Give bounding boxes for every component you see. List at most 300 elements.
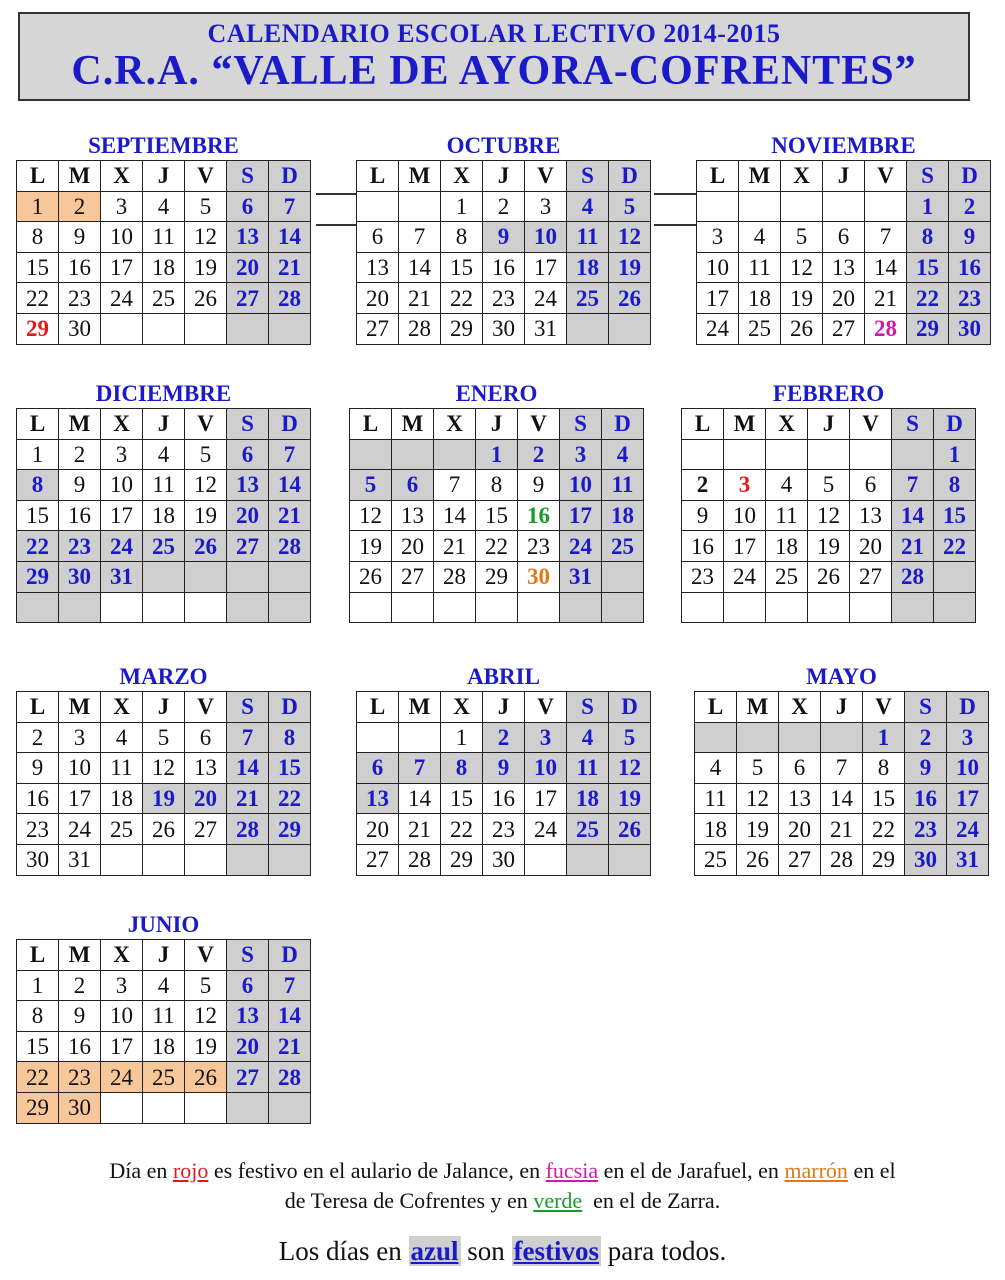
empty-cell	[357, 722, 399, 753]
legend-text: para todos.	[601, 1236, 727, 1266]
legend-festivos: festivos	[513, 1236, 600, 1266]
day-cell: 11	[739, 252, 781, 283]
day-cell: 7	[269, 191, 311, 222]
day-cell: 23	[518, 531, 560, 562]
month-title: ENERO	[455, 381, 538, 406]
weekday-header: X	[766, 409, 808, 440]
day-cell: 13	[823, 252, 865, 283]
day-cell: 19	[143, 783, 185, 814]
week-row	[17, 470, 311, 501]
month-title: JUNIO	[127, 912, 200, 937]
empty-cell	[143, 592, 185, 623]
day-cell: 10	[101, 222, 143, 253]
day-cell: 16	[59, 500, 101, 531]
legend-marron: marrón	[784, 1158, 848, 1183]
day-cell: 23	[483, 814, 525, 845]
day-cell: 30	[518, 561, 560, 592]
day-cell: 13	[357, 252, 399, 283]
weekday-header: S	[905, 692, 947, 723]
day-cell: 26	[737, 844, 779, 875]
week-row	[357, 753, 651, 784]
day-cell: 1	[17, 970, 59, 1001]
day-cell: 31	[525, 313, 567, 344]
empty-cell	[227, 844, 269, 875]
day-cell: 11	[567, 222, 609, 253]
week-row	[695, 753, 989, 784]
empty-cell	[724, 439, 766, 470]
legend-text: es festivo en el aulario de Jalance, en	[208, 1158, 546, 1183]
weekday-header: L	[17, 161, 59, 192]
day-cell: 30	[17, 844, 59, 875]
empty-cell	[779, 722, 821, 753]
calendar-header	[18, 12, 970, 101]
weekday-header: D	[269, 692, 311, 723]
day-cell: 27	[392, 561, 434, 592]
day-cell: 11	[766, 500, 808, 531]
legend-general-holidays	[0, 1236, 1005, 1267]
day-cell: 5	[737, 753, 779, 784]
day-cell: 14	[434, 500, 476, 531]
day-cell: 25	[567, 814, 609, 845]
day-cell: 22	[17, 531, 59, 562]
weekday-header: V	[185, 692, 227, 723]
day-cell: 24	[697, 313, 739, 344]
empty-cell	[821, 722, 863, 753]
day-cell: 27	[779, 844, 821, 875]
day-cell: 17	[947, 783, 989, 814]
empty-cell	[682, 592, 724, 623]
day-cell: 27	[227, 531, 269, 562]
empty-cell	[434, 439, 476, 470]
day-cell: 9	[905, 753, 947, 784]
day-cell: 16	[949, 252, 991, 283]
empty-cell	[350, 592, 392, 623]
day-cell: 2	[59, 970, 101, 1001]
weekday-header: X	[101, 161, 143, 192]
day-cell: 2	[59, 191, 101, 222]
day-cell: 26	[609, 814, 651, 845]
empty-cell	[695, 722, 737, 753]
day-cell: 3	[525, 722, 567, 753]
day-cell: 28	[892, 561, 934, 592]
day-cell: 25	[143, 531, 185, 562]
day-cell: 6	[227, 439, 269, 470]
day-cell: 17	[525, 252, 567, 283]
empty-cell	[682, 439, 724, 470]
day-cell: 25	[101, 814, 143, 845]
day-cell: 15	[863, 783, 905, 814]
empty-cell	[143, 1092, 185, 1123]
week-row	[682, 439, 976, 470]
day-cell: 6	[850, 470, 892, 501]
day-cell: 13	[227, 470, 269, 501]
day-cell: 1	[476, 439, 518, 470]
day-cell: 15	[269, 753, 311, 784]
month-diciembre	[16, 380, 311, 623]
day-cell: 11	[567, 753, 609, 784]
day-cell: 25	[739, 313, 781, 344]
day-cell: 8	[17, 470, 59, 501]
connector-line	[654, 224, 696, 226]
empty-cell	[766, 439, 808, 470]
day-cell: 29	[17, 561, 59, 592]
empty-cell	[227, 313, 269, 344]
day-cell: 31	[947, 844, 989, 875]
empty-cell	[567, 844, 609, 875]
day-cell: 14	[892, 500, 934, 531]
day-cell: 21	[892, 531, 934, 562]
month-title: ABRIL	[467, 664, 540, 689]
day-cell: 24	[101, 283, 143, 314]
day-cell: 16	[483, 252, 525, 283]
day-cell: 4	[567, 722, 609, 753]
week-row	[17, 1001, 311, 1032]
day-cell: 16	[17, 783, 59, 814]
weekday-header: M	[59, 940, 101, 971]
week-row	[17, 970, 311, 1001]
empty-cell	[808, 592, 850, 623]
empty-cell	[269, 592, 311, 623]
month-septiembre	[16, 132, 311, 345]
day-cell: 29	[907, 313, 949, 344]
day-cell: 9	[483, 753, 525, 784]
day-cell: 3	[101, 439, 143, 470]
day-cell: 20	[823, 283, 865, 314]
empty-cell	[185, 592, 227, 623]
empty-cell	[399, 722, 441, 753]
day-cell: 20	[357, 283, 399, 314]
day-cell: 20	[850, 531, 892, 562]
day-cell: 5	[609, 191, 651, 222]
day-cell: 1	[441, 191, 483, 222]
legend-fucsia: fucsia	[545, 1158, 599, 1183]
day-cell: 22	[934, 531, 976, 562]
empty-cell	[59, 592, 101, 623]
day-cell: 3	[724, 470, 766, 501]
empty-cell	[269, 844, 311, 875]
empty-cell	[434, 592, 476, 623]
day-cell: 21	[399, 283, 441, 314]
day-cell: 2	[682, 470, 724, 501]
day-cell: 5	[609, 722, 651, 753]
day-cell: 26	[781, 313, 823, 344]
day-cell: 3	[560, 439, 602, 470]
weekday-header: J	[476, 409, 518, 440]
day-cell: 26	[143, 814, 185, 845]
weekday-header: L	[17, 692, 59, 723]
week-row	[697, 252, 991, 283]
week-row	[17, 313, 311, 344]
day-cell: 29	[441, 844, 483, 875]
day-cell: 6	[227, 970, 269, 1001]
weekday-header: L	[357, 692, 399, 723]
day-cell: 7	[821, 753, 863, 784]
empty-cell	[185, 844, 227, 875]
day-cell: 9	[59, 222, 101, 253]
day-cell: 27	[185, 814, 227, 845]
day-cell: 30	[59, 1092, 101, 1123]
day-cell: 13	[227, 1001, 269, 1032]
day-cell: 18	[567, 252, 609, 283]
empty-cell	[609, 844, 651, 875]
day-cell: 23	[59, 531, 101, 562]
weekday-header: V	[865, 161, 907, 192]
school-name: C.R.A. “VALLE DE AYORA-COFRENTES”	[71, 48, 917, 94]
weekday-header: D	[269, 161, 311, 192]
legend-text: en el de Jarafuel, en	[598, 1158, 785, 1183]
day-cell: 15	[476, 500, 518, 531]
weekday-header: J	[143, 692, 185, 723]
legend-text: en el	[847, 1158, 896, 1183]
week-row	[695, 722, 989, 753]
day-cell: 14	[865, 252, 907, 283]
day-cell: 8	[476, 470, 518, 501]
day-cell: 12	[185, 1001, 227, 1032]
day-cell: 8	[863, 753, 905, 784]
week-row	[17, 1092, 311, 1123]
day-cell: 26	[808, 561, 850, 592]
weekday-header: S	[560, 409, 602, 440]
day-cell: 19	[609, 783, 651, 814]
day-cell: 15	[17, 1031, 59, 1062]
day-cell: 20	[227, 1031, 269, 1062]
legend-text: en el de Zarra.	[582, 1188, 721, 1213]
day-cell: 5	[185, 970, 227, 1001]
empty-cell	[357, 191, 399, 222]
empty-cell	[399, 191, 441, 222]
day-cell: 28	[821, 844, 863, 875]
day-cell: 27	[823, 313, 865, 344]
day-cell: 31	[101, 561, 143, 592]
day-cell: 25	[695, 844, 737, 875]
weekday-header: V	[185, 409, 227, 440]
day-cell: 30	[59, 313, 101, 344]
weekday-header: X	[781, 161, 823, 192]
day-cell: 25	[766, 561, 808, 592]
day-cell: 12	[350, 500, 392, 531]
day-cell: 1	[934, 439, 976, 470]
empty-cell	[185, 1092, 227, 1123]
day-cell: 28	[399, 313, 441, 344]
day-cell: 22	[907, 283, 949, 314]
day-cell: 12	[737, 783, 779, 814]
weekday-header: V	[525, 692, 567, 723]
day-cell: 18	[766, 531, 808, 562]
day-cell: 18	[143, 500, 185, 531]
weekday-header: J	[143, 940, 185, 971]
day-cell: 12	[143, 753, 185, 784]
day-cell: 27	[227, 1062, 269, 1093]
day-cell: 26	[185, 283, 227, 314]
empty-cell	[101, 844, 143, 875]
week-row	[697, 283, 991, 314]
weekday-header: J	[823, 161, 865, 192]
weekday-header: M	[737, 692, 779, 723]
day-cell: 9	[59, 1001, 101, 1032]
week-row	[350, 439, 644, 470]
week-row	[695, 844, 989, 875]
day-cell: 19	[781, 283, 823, 314]
day-cell: 21	[821, 814, 863, 845]
legend-local-holidays	[0, 1156, 1005, 1216]
week-row	[695, 783, 989, 814]
month-octubre	[356, 132, 651, 345]
day-cell: 26	[185, 531, 227, 562]
day-cell: 7	[269, 439, 311, 470]
day-cell: 18	[143, 1031, 185, 1062]
day-cell: 17	[59, 783, 101, 814]
weekday-header: J	[143, 161, 185, 192]
week-row	[357, 252, 651, 283]
day-cell: 22	[476, 531, 518, 562]
month-marzo	[16, 663, 311, 876]
day-cell: 23	[483, 283, 525, 314]
day-cell: 24	[101, 1062, 143, 1093]
weekday-header: M	[59, 409, 101, 440]
day-cell: 20	[227, 252, 269, 283]
month-title: OCTUBRE	[446, 133, 561, 158]
day-cell: 30	[483, 313, 525, 344]
week-row	[17, 1062, 311, 1093]
weekday-header: J	[143, 409, 185, 440]
day-cell: 19	[185, 252, 227, 283]
day-cell: 24	[724, 561, 766, 592]
week-row	[17, 531, 311, 562]
month-noviembre	[696, 132, 991, 345]
weekday-header: D	[269, 409, 311, 440]
weekday-header: S	[227, 409, 269, 440]
day-cell: 10	[724, 500, 766, 531]
month-junio	[16, 911, 311, 1124]
day-cell: 27	[850, 561, 892, 592]
weekday-header: M	[739, 161, 781, 192]
weekday-header: X	[101, 692, 143, 723]
weekday-header: J	[483, 692, 525, 723]
day-cell: 12	[609, 753, 651, 784]
day-cell: 4	[739, 222, 781, 253]
day-cell: 13	[850, 500, 892, 531]
day-cell: 19	[350, 531, 392, 562]
day-cell: 20	[227, 500, 269, 531]
week-row	[17, 783, 311, 814]
day-cell: 13	[227, 222, 269, 253]
empty-cell	[697, 191, 739, 222]
day-cell: 21	[227, 783, 269, 814]
day-cell: 14	[269, 222, 311, 253]
day-cell: 9	[59, 470, 101, 501]
month-mayo	[694, 663, 989, 876]
day-cell: 15	[441, 783, 483, 814]
day-cell: 30	[905, 844, 947, 875]
day-cell: 28	[269, 531, 311, 562]
day-cell: 6	[823, 222, 865, 253]
weekday-header: V	[185, 161, 227, 192]
week-row	[697, 313, 991, 344]
day-cell: 2	[905, 722, 947, 753]
day-cell: 5	[808, 470, 850, 501]
day-cell: 29	[17, 313, 59, 344]
weekday-header: V	[185, 940, 227, 971]
day-cell: 11	[143, 1001, 185, 1032]
day-cell: 19	[737, 814, 779, 845]
month-title: MAYO	[806, 664, 877, 689]
day-cell: 4	[766, 470, 808, 501]
week-row	[350, 531, 644, 562]
weekday-header: D	[609, 161, 651, 192]
weekday-header: D	[602, 409, 644, 440]
day-cell: 24	[560, 531, 602, 562]
day-cell: 23	[59, 1062, 101, 1093]
weekday-header: V	[850, 409, 892, 440]
day-cell: 26	[185, 1062, 227, 1093]
day-cell: 8	[17, 1001, 59, 1032]
day-cell: 17	[101, 252, 143, 283]
weekday-header: D	[934, 409, 976, 440]
day-cell: 13	[357, 783, 399, 814]
month-title: SEPTIEMBRE	[88, 133, 239, 158]
weekday-header: L	[695, 692, 737, 723]
empty-cell	[781, 191, 823, 222]
empty-cell	[227, 561, 269, 592]
day-cell: 25	[143, 1062, 185, 1093]
day-cell: 22	[269, 783, 311, 814]
legend-verde: verde	[533, 1188, 583, 1213]
week-row	[17, 753, 311, 784]
connector-line	[316, 193, 356, 195]
day-cell: 8	[907, 222, 949, 253]
day-cell: 10	[525, 222, 567, 253]
day-cell: 6	[227, 191, 269, 222]
month-grid	[356, 160, 651, 345]
day-cell: 15	[934, 500, 976, 531]
empty-cell	[823, 191, 865, 222]
empty-cell	[934, 592, 976, 623]
week-row	[697, 191, 991, 222]
empty-cell	[392, 592, 434, 623]
empty-cell	[143, 561, 185, 592]
day-cell: 2	[59, 439, 101, 470]
day-cell: 22	[441, 283, 483, 314]
empty-cell	[101, 592, 143, 623]
weekday-header: V	[518, 409, 560, 440]
month-title: MARZO	[119, 664, 208, 689]
week-row	[350, 592, 644, 623]
week-row	[17, 252, 311, 283]
day-cell: 23	[59, 283, 101, 314]
weekday-header: X	[434, 409, 476, 440]
day-cell: 10	[560, 470, 602, 501]
legend-text: son	[460, 1236, 512, 1266]
day-cell: 14	[821, 783, 863, 814]
day-cell: 12	[185, 470, 227, 501]
legend-azul: azul	[410, 1236, 459, 1266]
day-cell: 7	[865, 222, 907, 253]
day-cell: 28	[269, 1062, 311, 1093]
month-grid	[16, 691, 311, 876]
legend-rojo: rojo	[172, 1158, 209, 1183]
empty-cell	[269, 1092, 311, 1123]
day-cell: 20	[357, 814, 399, 845]
day-cell: 3	[59, 722, 101, 753]
day-cell: 16	[59, 1031, 101, 1062]
day-cell: 9	[17, 753, 59, 784]
day-cell: 12	[781, 252, 823, 283]
weekday-header: S	[227, 692, 269, 723]
day-cell: 21	[865, 283, 907, 314]
empty-cell	[17, 592, 59, 623]
day-cell: 11	[101, 753, 143, 784]
week-row	[682, 592, 976, 623]
